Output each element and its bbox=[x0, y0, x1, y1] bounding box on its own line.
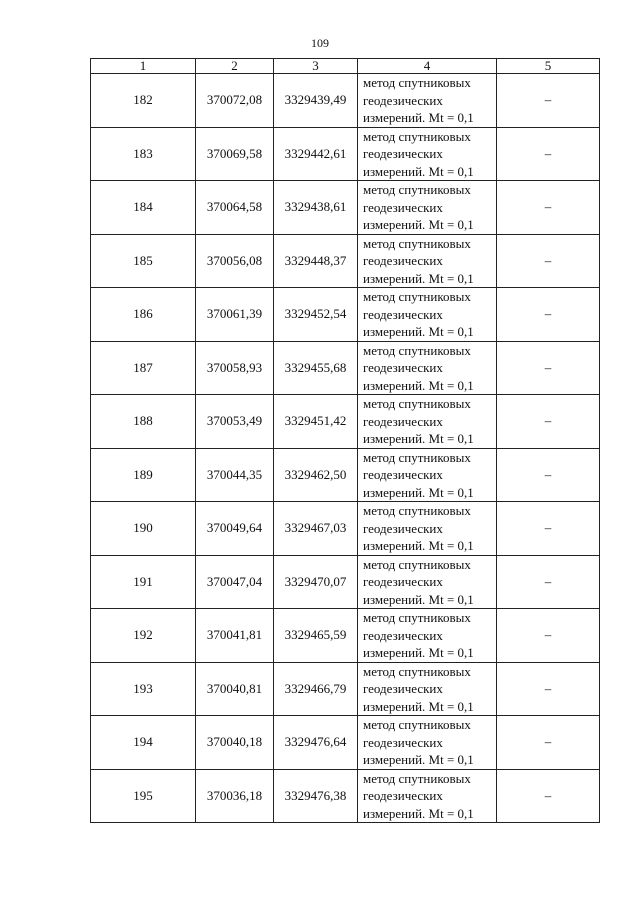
point-number-cell: 193 bbox=[91, 662, 196, 716]
method-cell bbox=[358, 502, 497, 556]
method-line: геодезических bbox=[363, 146, 443, 161]
column-header-4: 4 bbox=[358, 59, 497, 74]
method-line: геодезических bbox=[363, 467, 443, 482]
x-coordinate-cell: 370044,35 bbox=[196, 448, 274, 502]
method-line: метод спутниковых bbox=[363, 235, 471, 251]
method-line: метод спутниковых bbox=[363, 610, 471, 625]
note-cell: – bbox=[497, 502, 600, 556]
note-cell: – bbox=[497, 555, 600, 609]
y-coordinate-cell: 3329451,42 bbox=[274, 395, 358, 449]
y-coordinate-cell: 3329442,61 bbox=[274, 127, 358, 181]
point-number-cell: 186 bbox=[91, 288, 196, 342]
point-number-cell: 182 bbox=[91, 74, 196, 128]
method-line: измерений. Mt = 0,1 bbox=[363, 324, 474, 339]
note-cell: – bbox=[497, 74, 600, 128]
column-header-1: 1 bbox=[91, 59, 196, 74]
x-coordinate-cell: 370056,08 bbox=[196, 234, 274, 288]
method-line: геодезических bbox=[363, 92, 443, 108]
column-header-5: 5 bbox=[497, 59, 600, 74]
y-coordinate-cell: 3329476,64 bbox=[274, 716, 358, 770]
method-cell bbox=[358, 395, 497, 449]
method-line: геодезических bbox=[363, 627, 443, 643]
method-line: метод спутниковых bbox=[363, 182, 471, 197]
method-cell bbox=[358, 288, 497, 342]
method-cell bbox=[358, 769, 497, 823]
method-line: метод спутниковых bbox=[363, 342, 471, 358]
method-line: геодезических bbox=[363, 360, 443, 375]
method-line: измерений. Mt = 0,1 bbox=[363, 752, 474, 767]
point-number-cell: 194 bbox=[91, 716, 196, 770]
table-row bbox=[91, 555, 600, 609]
method-line: метод спутниковых bbox=[363, 770, 471, 786]
table-row bbox=[91, 662, 600, 716]
note-cell: – bbox=[497, 341, 600, 395]
point-number-cell: 195 bbox=[91, 769, 196, 823]
method-cell bbox=[358, 448, 497, 502]
method-line: измерений. Mt = 0,1 bbox=[363, 591, 474, 607]
table-row bbox=[91, 74, 600, 128]
method-line: метод спутниковых bbox=[363, 449, 471, 465]
method-cell bbox=[358, 181, 497, 235]
y-coordinate-cell: 3329438,61 bbox=[274, 181, 358, 235]
x-coordinate-cell: 370049,64 bbox=[196, 502, 274, 556]
method-line: геодезических bbox=[363, 306, 443, 322]
note-cell: – bbox=[497, 234, 600, 288]
x-coordinate-cell: 370047,04 bbox=[196, 555, 274, 609]
column-header-2: 2 bbox=[196, 59, 274, 74]
y-coordinate-cell: 3329470,07 bbox=[274, 555, 358, 609]
y-coordinate-cell: 3329466,79 bbox=[274, 662, 358, 716]
method-line: геодезических bbox=[363, 520, 443, 536]
x-coordinate-cell: 370036,18 bbox=[196, 769, 274, 823]
method-cell bbox=[358, 716, 497, 770]
method-line: измерений. Mt = 0,1 bbox=[363, 484, 474, 500]
table-row bbox=[91, 716, 600, 770]
column-header-3: 3 bbox=[274, 59, 358, 74]
table-header-row bbox=[91, 59, 600, 74]
method-line: метод спутниковых bbox=[363, 396, 471, 411]
x-coordinate-cell: 370072,08 bbox=[196, 74, 274, 128]
method-line: метод спутниковых bbox=[363, 289, 471, 304]
point-number-cell: 190 bbox=[91, 502, 196, 556]
method-line: метод спутниковых bbox=[363, 663, 471, 679]
method-line: метод спутниковых bbox=[363, 556, 471, 572]
x-coordinate-cell: 370064,58 bbox=[196, 181, 274, 235]
note-cell: – bbox=[497, 395, 600, 449]
method-line: геодезических bbox=[363, 253, 443, 268]
point-number-cell: 192 bbox=[91, 609, 196, 663]
table-row bbox=[91, 448, 600, 502]
y-coordinate-cell: 3329465,59 bbox=[274, 609, 358, 663]
y-coordinate-cell: 3329467,03 bbox=[274, 502, 358, 556]
method-line: геодезических bbox=[363, 413, 443, 429]
y-coordinate-cell: 3329455,68 bbox=[274, 341, 358, 395]
method-line: геодезических bbox=[363, 788, 443, 803]
note-cell: – bbox=[497, 662, 600, 716]
method-line: метод спутниковых bbox=[363, 503, 471, 518]
x-coordinate-cell: 370061,39 bbox=[196, 288, 274, 342]
y-coordinate-cell: 3329462,50 bbox=[274, 448, 358, 502]
y-coordinate-cell: 3329476,38 bbox=[274, 769, 358, 823]
method-cell bbox=[358, 609, 497, 663]
method-line: измерений. Mt = 0,1 bbox=[363, 645, 474, 660]
method-line: геодезических bbox=[363, 199, 443, 215]
method-line: геодезических bbox=[363, 574, 443, 589]
table-row bbox=[91, 234, 600, 288]
method-cell bbox=[358, 234, 497, 288]
method-cell bbox=[358, 127, 497, 181]
point-number-cell: 191 bbox=[91, 555, 196, 609]
note-cell: – bbox=[497, 448, 600, 502]
method-line: измерений. Mt = 0,1 bbox=[363, 431, 474, 446]
method-cell bbox=[358, 662, 497, 716]
page-number: 109 bbox=[311, 36, 329, 50]
point-number-cell: 183 bbox=[91, 127, 196, 181]
method-cell bbox=[358, 555, 497, 609]
point-number-cell: 184 bbox=[91, 181, 196, 235]
note-cell: – bbox=[497, 288, 600, 342]
table-row bbox=[91, 609, 600, 663]
x-coordinate-cell: 370058,93 bbox=[196, 341, 274, 395]
method-line: измерений. Mt = 0,1 bbox=[363, 698, 474, 714]
method-line: измерений. Mt = 0,1 bbox=[363, 110, 474, 125]
table-row bbox=[91, 341, 600, 395]
method-line: измерений. Mt = 0,1 bbox=[363, 163, 474, 179]
table-row bbox=[91, 181, 600, 235]
point-number-cell: 189 bbox=[91, 448, 196, 502]
y-coordinate-cell: 3329448,37 bbox=[274, 234, 358, 288]
note-cell: – bbox=[497, 769, 600, 823]
x-coordinate-cell: 370040,81 bbox=[196, 662, 274, 716]
method-cell bbox=[358, 74, 497, 128]
point-number-cell: 185 bbox=[91, 234, 196, 288]
method-line: измерений. Mt = 0,1 bbox=[363, 217, 474, 232]
point-number-cell: 188 bbox=[91, 395, 196, 449]
x-coordinate-cell: 370069,58 bbox=[196, 127, 274, 181]
table-row bbox=[91, 769, 600, 823]
note-cell: – bbox=[497, 609, 600, 663]
method-line: геодезических bbox=[363, 681, 443, 696]
method-line: измерений. Mt = 0,1 bbox=[363, 538, 474, 553]
method-cell bbox=[358, 341, 497, 395]
note-cell: – bbox=[497, 127, 600, 181]
x-coordinate-cell: 370053,49 bbox=[196, 395, 274, 449]
y-coordinate-cell: 3329452,54 bbox=[274, 288, 358, 342]
x-coordinate-cell: 370040,18 bbox=[196, 716, 274, 770]
table-body bbox=[91, 74, 600, 823]
method-line: измерений. Mt = 0,1 bbox=[363, 377, 474, 393]
method-line: метод спутниковых bbox=[363, 717, 471, 732]
method-line: метод спутниковых bbox=[363, 75, 471, 90]
note-cell: – bbox=[497, 181, 600, 235]
table-row bbox=[91, 502, 600, 556]
method-line: геодезических bbox=[363, 734, 443, 750]
method-line: метод спутниковых bbox=[363, 128, 471, 144]
table-row bbox=[91, 288, 600, 342]
point-number-cell: 187 bbox=[91, 341, 196, 395]
table-row bbox=[91, 395, 600, 449]
method-line: измерений. Mt = 0,1 bbox=[363, 805, 474, 821]
y-coordinate-cell: 3329439,49 bbox=[274, 74, 358, 128]
coordinates-table bbox=[90, 58, 600, 823]
note-cell: – bbox=[497, 716, 600, 770]
method-line: измерений. Mt = 0,1 bbox=[363, 270, 474, 286]
x-coordinate-cell: 370041,81 bbox=[196, 609, 274, 663]
table-row bbox=[91, 127, 600, 181]
